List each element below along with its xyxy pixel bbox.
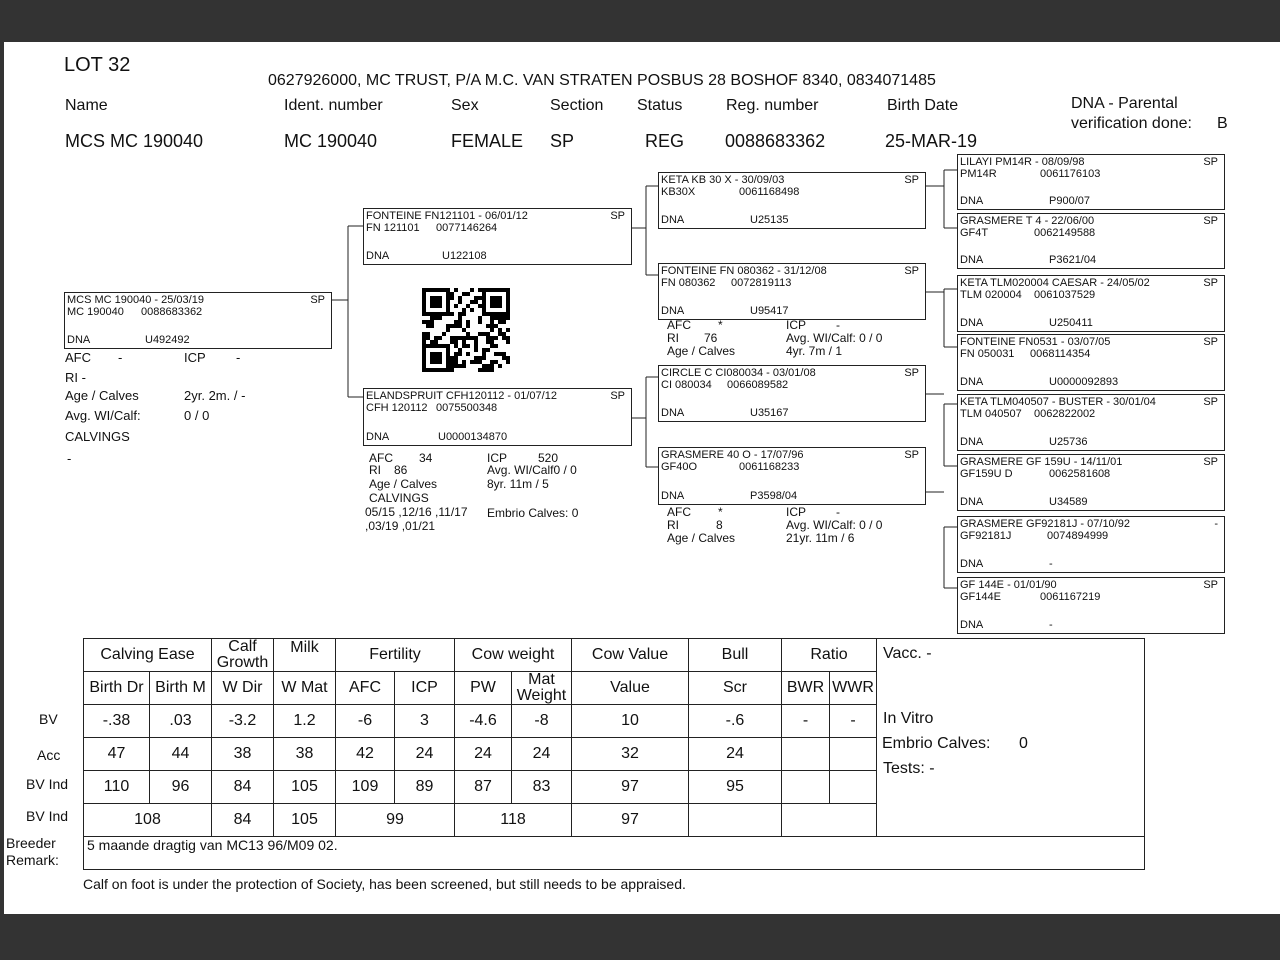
sire-dna-value: U122108	[442, 250, 487, 262]
bv-ind-cell	[782, 771, 830, 804]
bv-cell: 1.2	[274, 705, 336, 738]
dd-ri-value: 8	[716, 518, 723, 532]
subhead-mat-weight: Mat Weight	[512, 672, 572, 705]
animal-section: SP	[550, 131, 575, 151]
ebv-table	[83, 638, 1145, 870]
ss-dna-value: U25135	[750, 214, 789, 226]
bv-ind-cell: 87	[455, 771, 512, 804]
subhead-birth-m: Birth M	[150, 672, 212, 705]
dna-verification-label: verification done:	[1071, 115, 1192, 132]
g3-dna-value: P900/07	[1049, 195, 1090, 207]
sd-section: SP	[904, 265, 919, 277]
dd-id: GF40O	[661, 461, 698, 473]
sd-afc-value: *	[718, 318, 723, 332]
g3-box-7	[957, 516, 1225, 573]
row-label-bv: BV	[39, 711, 58, 727]
group-fertility: Fertility	[336, 639, 455, 672]
g3-id: GF159U D	[960, 468, 1013, 480]
bv-cell: -	[830, 705, 877, 738]
acc-cell: 38	[212, 738, 274, 771]
g3-section: SP	[1203, 396, 1218, 408]
subhead-afc: AFC	[336, 672, 395, 705]
animal-status: REG	[645, 131, 685, 151]
animal-box-dna-label: DNA	[67, 334, 91, 346]
dd-title: GRASMERE 40 O - 17/07/96	[661, 449, 804, 461]
sd-icp-value: -	[836, 318, 840, 332]
g3-idn: 0061037529	[1034, 289, 1096, 301]
bv-cell: 3	[395, 705, 455, 738]
animal-sex: FEMALE	[451, 131, 524, 151]
g3-id: PM14R	[960, 168, 997, 180]
g3-dna-label: DNA	[960, 317, 984, 329]
bv-ind-group-cell: 84	[212, 804, 274, 837]
sire-title: FONTEINE FN121101 - 06/01/12	[366, 210, 528, 222]
acc-cell: 42	[336, 738, 395, 771]
sd-ri-label: RI	[667, 331, 679, 345]
subhead-pw: PW	[455, 672, 512, 705]
dd-idn: 0061168233	[739, 461, 800, 473]
dd-dna-value: P3598/04	[750, 490, 798, 502]
g3-dna-label: DNA	[960, 376, 984, 388]
subhead-wwr: WWR	[830, 672, 877, 705]
g3-dna-value: P3621/04	[1049, 254, 1097, 266]
g3-dna-value: U34589	[1049, 496, 1088, 508]
dam-icp-value: 520	[538, 451, 559, 465]
g3-id: TLM 020004	[960, 289, 1022, 301]
dam-ri-label: RI	[369, 463, 381, 477]
animal-reg: 0088683362	[725, 131, 826, 151]
bv-cell: -8	[512, 705, 572, 738]
section-label: Section	[550, 97, 604, 114]
g3-title: GRASMERE GF 159U - 14/11/01	[960, 456, 1123, 468]
bv-cell: -3.2	[212, 705, 274, 738]
g3-dna-label: DNA	[960, 619, 984, 631]
g3-dna-label: DNA	[960, 496, 984, 508]
ds-id: CI 080034	[661, 379, 712, 391]
bv-ind-cell	[830, 771, 877, 804]
breeder-remark-label: Breeder Remark:	[6, 835, 59, 868]
g3-box-2	[957, 213, 1225, 269]
bv-ind-group-cell: 118	[455, 804, 572, 837]
dam-age-calves-label: Age / Calves	[369, 477, 438, 491]
breeder-remark: 5 maande dragtig van MC13 96/M09 02.	[84, 837, 1145, 870]
animal-calvings-label: CALVINGS	[65, 429, 130, 444]
g3-id: GF4T	[960, 227, 989, 239]
g3-title: KETA TLM040507 - BUSTER - 30/01/04	[960, 396, 1156, 408]
dam-dna-label: DNA	[366, 431, 390, 443]
g3-id: GF144E	[960, 591, 1001, 603]
sd-icp-label: ICP	[786, 318, 807, 332]
group-calving-ease: Calving Ease	[84, 639, 212, 672]
animal-box-title: MCS MC 190040 - 25/03/19	[67, 294, 204, 306]
bv-ind-cell: 97	[572, 771, 689, 804]
qr-code	[422, 288, 510, 372]
dd-dna-label: DNA	[661, 490, 685, 502]
g3-dna-value: -	[1049, 619, 1053, 631]
g3-section: SP	[1203, 336, 1218, 348]
vacc-text: Vacc. -	[883, 645, 932, 662]
sire-idn: 0077146264	[436, 222, 498, 234]
bv-ind-group-cell: 105	[274, 804, 336, 837]
acc-cell	[830, 738, 877, 771]
dam-age-calves-value: 8yr. 11m / 5	[487, 477, 549, 491]
bv-ind-group-cell	[782, 804, 877, 837]
sd-age-calves-value: 4yr. 7m / 1	[786, 344, 843, 358]
acc-cell: 32	[572, 738, 689, 771]
g3-idn: 0062822002	[1034, 408, 1096, 420]
animal-age-calves-label: Age / Calves	[65, 388, 139, 403]
dd-age-calves-value: 21yr. 11m / 6	[786, 531, 855, 545]
embrio-calves-label: Embrio Calves:	[882, 735, 991, 752]
subhead-scr: Scr	[689, 672, 782, 705]
dam-avg: Avg. WI/Calf0 / 0	[487, 463, 577, 477]
embrio-calves-value: 0	[1019, 735, 1028, 752]
dam-id: CFH 120112	[366, 402, 428, 414]
dam-sire-box	[658, 365, 926, 422]
g3-idn: 0061167219	[1040, 591, 1101, 603]
g3-idn: 0061176103	[1040, 168, 1101, 180]
g3-id: FN 050031	[960, 348, 1015, 360]
ss-title: KETA KB 30 X - 30/09/03	[661, 174, 785, 186]
bv-ind-cell: 96	[150, 771, 212, 804]
animal-box-id: MC 190040	[67, 306, 124, 318]
animal-pedigree-box	[64, 292, 332, 349]
g3-dna-label: DNA	[960, 195, 984, 207]
animal-ri: RI -	[65, 370, 86, 385]
dam-box	[363, 388, 632, 446]
g3-title: GF 144E - 01/01/90	[960, 579, 1057, 591]
acc-cell: 44	[150, 738, 212, 771]
g3-box-1	[957, 154, 1225, 210]
g3-box-4	[957, 334, 1225, 391]
acc-cell	[782, 738, 830, 771]
g3-title: FONTEINE FN0531 - 03/07/05	[960, 336, 1111, 348]
sire-id: FN 121101	[366, 222, 420, 234]
bv-cell: -.6	[689, 705, 782, 738]
sire-section: SP	[610, 210, 625, 222]
ds-idn: 0066089582	[727, 379, 789, 391]
g3-dna-label: DNA	[960, 436, 984, 448]
bv-cell: .03	[150, 705, 212, 738]
animal-calvings-value: -	[67, 451, 72, 466]
bv-cell: -6	[336, 705, 395, 738]
subhead-w-mat: W Mat	[274, 672, 336, 705]
sd-afc-label: AFC	[667, 318, 691, 332]
acc-cell: 24	[512, 738, 572, 771]
group-calf-growth: Calf Growth	[212, 639, 274, 672]
birth-label: Birth Date	[887, 97, 959, 114]
bv-ind-cell: 109	[336, 771, 395, 804]
bv-ind-group-cell	[689, 804, 782, 837]
animal-box-dna-value: U492492	[145, 334, 190, 346]
sire-dam-box	[658, 263, 926, 320]
sd-avg: Avg. WI/Calf: 0 / 0	[786, 331, 883, 345]
sd-dna-value: U95417	[750, 305, 789, 317]
ident-label: Ident. number	[284, 97, 383, 114]
info-panel	[877, 639, 1145, 837]
subhead-value: Value	[572, 672, 689, 705]
animal-ident: MC 190040	[284, 131, 378, 151]
g3-title: GRASMERE T 4 - 22/06/00	[960, 215, 1095, 227]
window-bottom-bar	[0, 914, 1280, 960]
group-cow-value: Cow Value	[572, 639, 689, 672]
sd-id: FN 080362	[661, 277, 716, 289]
g3-dna-value: -	[1049, 558, 1053, 570]
g3-dna-value: U0000092893	[1049, 376, 1119, 388]
group-ratio: Ratio	[782, 639, 877, 672]
g3-dna-value: U25736	[1049, 436, 1088, 448]
dna-parental-label: DNA - Parental	[1071, 95, 1178, 112]
sire-box	[363, 208, 632, 265]
g3-section: SP	[1203, 579, 1218, 591]
acc-cell: 24	[689, 738, 782, 771]
g3-idn: 0062581608	[1049, 468, 1111, 480]
ds-section: SP	[904, 367, 919, 379]
dna-verification-value: B	[1217, 115, 1228, 132]
ds-dna-value: U35167	[750, 407, 789, 419]
bv-ind-group-cell: 99	[336, 804, 455, 837]
g3-id: GF92181J	[960, 530, 1012, 542]
footer-note: Calf on foot is under the protection of Society, has been screened, but still needs to be appraised.	[83, 876, 686, 892]
g3-idn: 0074894999	[1047, 530, 1109, 542]
g3-idn: 0068114354	[1030, 348, 1091, 360]
dam-calvings-line2: ,03/19 ,01/21	[365, 519, 436, 533]
g3-box-8	[957, 577, 1225, 634]
animal-avg-label: Avg. WI/Calf:	[65, 408, 141, 423]
group-bull: Bull	[689, 639, 782, 672]
ss-dna-label: DNA	[661, 214, 685, 226]
ss-idn: 0061168498	[739, 186, 800, 198]
dd-ri-label: RI	[667, 518, 679, 532]
row-label-bv-ind-2: BV Ind	[26, 808, 69, 824]
g3-idn: 0062149588	[1034, 227, 1096, 239]
dam-dna-value: U0000134870	[438, 431, 508, 443]
dam-idn: 0075500348	[436, 402, 498, 414]
dam-embrio-calves: Embrio Calves: 0	[487, 506, 579, 520]
sex-label: Sex	[451, 97, 479, 114]
bv-ind-cell: 95	[689, 771, 782, 804]
animal-afc-label: AFC	[65, 350, 91, 365]
reg-label: Reg. number	[726, 97, 819, 114]
bv-ind-cell: 83	[512, 771, 572, 804]
bv-cell: 10	[572, 705, 689, 738]
dam-icp-label: ICP	[487, 451, 508, 465]
animal-avg-value: 0 / 0	[184, 408, 210, 423]
g3-section: -	[1214, 518, 1218, 530]
subhead-icp: ICP	[395, 672, 455, 705]
acc-cell: 38	[274, 738, 336, 771]
dam-dam-box	[658, 447, 926, 505]
g3-box-3	[957, 275, 1225, 332]
animal-box-idn: 0088683362	[141, 306, 203, 318]
name-label: Name	[65, 97, 108, 114]
animal-age-calves-value: 2yr. 2m. / -	[184, 388, 246, 403]
bv-ind-group-cell: 108	[84, 804, 212, 837]
row-label-acc: Acc	[37, 747, 61, 763]
g3-dna-label: DNA	[960, 254, 984, 266]
animal-box-section: SP	[310, 294, 325, 306]
g3-box-5	[957, 394, 1225, 451]
dam-calvings-line1: 05/15 ,12/16 ,11/17	[365, 505, 468, 519]
g3-section: SP	[1203, 456, 1218, 468]
g3-box-6	[957, 454, 1225, 511]
breeder-remark-row	[84, 837, 1145, 870]
sd-dna-label: DNA	[661, 305, 685, 317]
dam-section: SP	[610, 390, 625, 402]
bv-ind-cell: 105	[274, 771, 336, 804]
in-vitro-label: In Vitro	[883, 710, 934, 727]
bv-ind-cell: 84	[212, 771, 274, 804]
dam-ri-value: 86	[394, 463, 408, 477]
sd-age-calves-label: Age / Calves	[667, 344, 736, 358]
g3-title: LILAYI PM14R - 08/09/98	[960, 156, 1085, 168]
animal-icp-value: -	[236, 350, 241, 365]
g3-dna-label: DNA	[960, 558, 984, 570]
ds-title: CIRCLE C CI080034 - 03/01/08	[661, 367, 816, 379]
bv-ind-group-cell: 97	[572, 804, 689, 837]
dam-afc-value: 34	[419, 451, 433, 465]
acc-cell: 24	[455, 738, 512, 771]
dd-section: SP	[904, 449, 919, 461]
g3-section: SP	[1203, 215, 1218, 227]
subhead-w-dir: W Dir	[212, 672, 274, 705]
dd-icp-value: -	[836, 505, 840, 519]
animal-name: MCS MC 190040	[65, 131, 204, 151]
dd-afc-label: AFC	[667, 505, 691, 519]
tests-text: Tests: -	[883, 760, 935, 777]
dam-title: ELANDSPRUIT CFH120112 - 01/07/12	[366, 390, 557, 402]
dam-calvings-label: CALVINGS	[369, 491, 429, 505]
status-label: Status	[637, 97, 683, 114]
sd-idn: 0072819113	[731, 277, 792, 289]
g3-section: SP	[1203, 277, 1218, 289]
lot-number: LOT 32	[64, 54, 131, 76]
bv-ind-cell: 89	[395, 771, 455, 804]
animal-birth: 25-MAR-19	[885, 131, 978, 151]
bv-ind-cell: 110	[84, 771, 150, 804]
group-milk: Milk	[274, 639, 336, 672]
dd-avg: Avg. WI/Calf: 0 / 0	[786, 518, 883, 532]
g3-dna-value: U250411	[1049, 317, 1093, 329]
animal-icp-label: ICP	[184, 350, 206, 365]
sire-dna-label: DNA	[366, 250, 390, 262]
ss-id: KB30X	[661, 186, 696, 198]
ds-dna-label: DNA	[661, 407, 685, 419]
g3-section: SP	[1203, 156, 1218, 168]
pedigree-sheet	[4, 42, 1280, 914]
subhead-birth-dr: Birth Dr	[84, 672, 150, 705]
acc-cell: 47	[84, 738, 150, 771]
bv-cell: -.38	[84, 705, 150, 738]
subhead-bwr: BWR	[782, 672, 830, 705]
acc-cell: 24	[395, 738, 455, 771]
bv-cell: -	[782, 705, 830, 738]
ss-section: SP	[904, 174, 919, 186]
g3-id: TLM 040507	[960, 408, 1022, 420]
g3-title: KETA TLM020004 CAESAR - 24/05/02	[960, 277, 1150, 289]
group-cow-weight: Cow weight	[455, 639, 572, 672]
sd-ri-value: 76	[704, 331, 718, 345]
row-label-bv-ind: BV Ind	[26, 776, 69, 792]
ebv-group-header-row	[84, 639, 1145, 672]
sd-title: FONTEINE FN 080362 - 31/12/08	[661, 265, 827, 277]
g3-title: GRASMERE GF92181J - 07/10/92	[960, 518, 1130, 530]
sire-sire-box	[658, 172, 926, 229]
dam-afc-label: AFC	[369, 451, 393, 465]
animal-afc-value: -	[118, 350, 123, 365]
owner-line: 0627926000, MC TRUST, P/A M.C. VAN STRATEN POSBUS 28 BOSHOF 8340, 0834071485	[268, 72, 936, 89]
bv-cell: -4.6	[455, 705, 512, 738]
dd-afc-value: *	[718, 505, 723, 519]
dd-age-calves-label: Age / Calves	[667, 531, 736, 545]
dd-icp-label: ICP	[786, 505, 807, 519]
